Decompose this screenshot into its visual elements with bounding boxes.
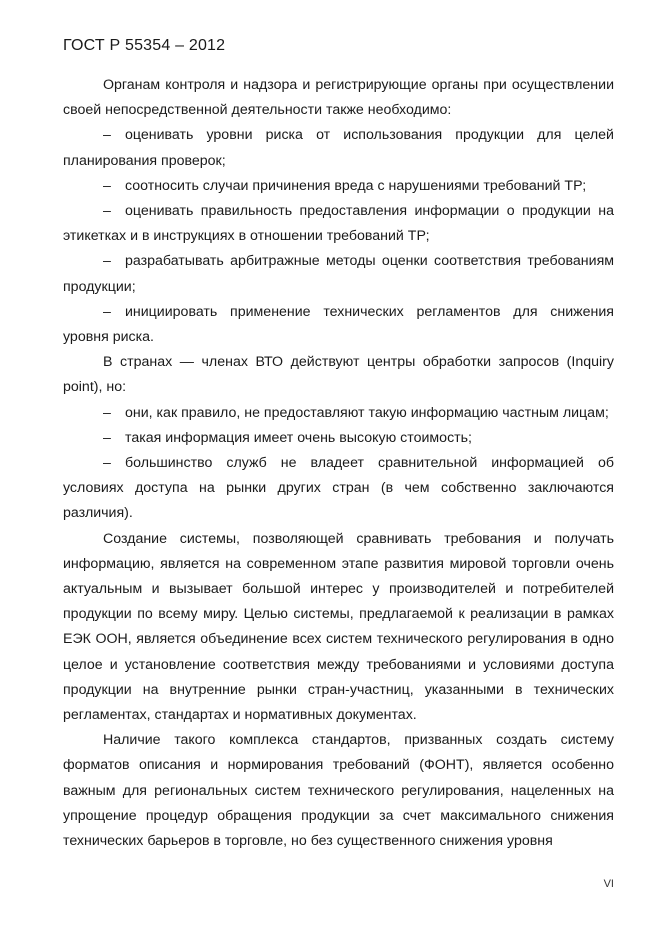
- paragraph-standards: Наличие такого комплекса стандартов, призванных создать систему форматов описания и нормирования требований (ФОНТ), является особенно важным для региональных систем технического регулирования, нацеленных на упрощение процедур обращения продукции за счет максимального снижения технических барьеров в торговле, но без существенного снижения уровня: [63, 732, 614, 850]
- list-item: [63, 401, 614, 426]
- dash-marker: –: [103, 203, 111, 220]
- paragraph-system: Создание системы, позволяющей сравнивать требования и получать информацию, является на современном этапе развития мировой торговли очень актуальным и вызывает большой интерес у производителей и потребителей продукции по всему миру. Целью системы, предлагаемой к реализации в рамках ЕЭК ООН, является объединение всех систем технического регулирования в одно целое и установление соответствия между требованиями и условиями доступа продукции на внутренние рынки стран-участниц, указанными в технических регламентах, стандартах и нормативных документах.: [63, 530, 614, 724]
- list-item: [63, 426, 614, 451]
- dash-marker: –: [103, 303, 111, 320]
- dash-marker: –: [103, 127, 111, 144]
- document-header: ГОСТ Р 55354 – 2012: [63, 37, 226, 54]
- list-item-text: они, как правило, не предоставляют такую информацию частным лицам;: [125, 404, 609, 421]
- list-item: [63, 300, 614, 350]
- list-item-text: инициировать применение технических регламентов для снижения уровня риска.: [63, 303, 614, 346]
- list-item-text: большинство служб не владеет сравнительной информацией об условиях доступа на рынки других стран (в чем собственно заключаются различия).: [63, 455, 614, 522]
- list-item: [63, 199, 614, 249]
- list-item-text: такая информация имеет очень высокую стоимость;: [125, 429, 472, 446]
- list-item: [63, 249, 614, 299]
- list-item: [63, 451, 614, 527]
- list-item-text: оценивать уровни риска от использования продукции для целей планирования проверок;: [63, 127, 614, 169]
- dash-marker: –: [103, 429, 111, 446]
- document-body: [63, 73, 614, 854]
- list-item-text: разрабатывать арбитражные методы оценки соответствия требованиям продукции;: [63, 253, 614, 295]
- paragraph-intro: Органам контроля и надзора и регистрирующие органы при осуществлении своей непосредственной деятельности также необходимо:: [63, 77, 614, 119]
- page-number: VI: [603, 878, 614, 890]
- dash-marker: –: [103, 177, 111, 194]
- list-item-text: соотносить случаи причинения вреда с нарушениями требований ТР;: [125, 177, 587, 194]
- dash-marker: –: [103, 455, 111, 472]
- list-item: [63, 174, 614, 199]
- list-item-text: оценивать правильность предоставления информации о продукции на этикетках и в инструкциях в отношении требований ТР;: [63, 203, 614, 245]
- dash-marker: –: [103, 404, 111, 421]
- list-item: [63, 123, 614, 173]
- paragraph-wto: В странах — членах ВТО действуют центры обработки запросов (Inquiry point), но:: [63, 354, 614, 396]
- dash-marker: –: [103, 253, 111, 270]
